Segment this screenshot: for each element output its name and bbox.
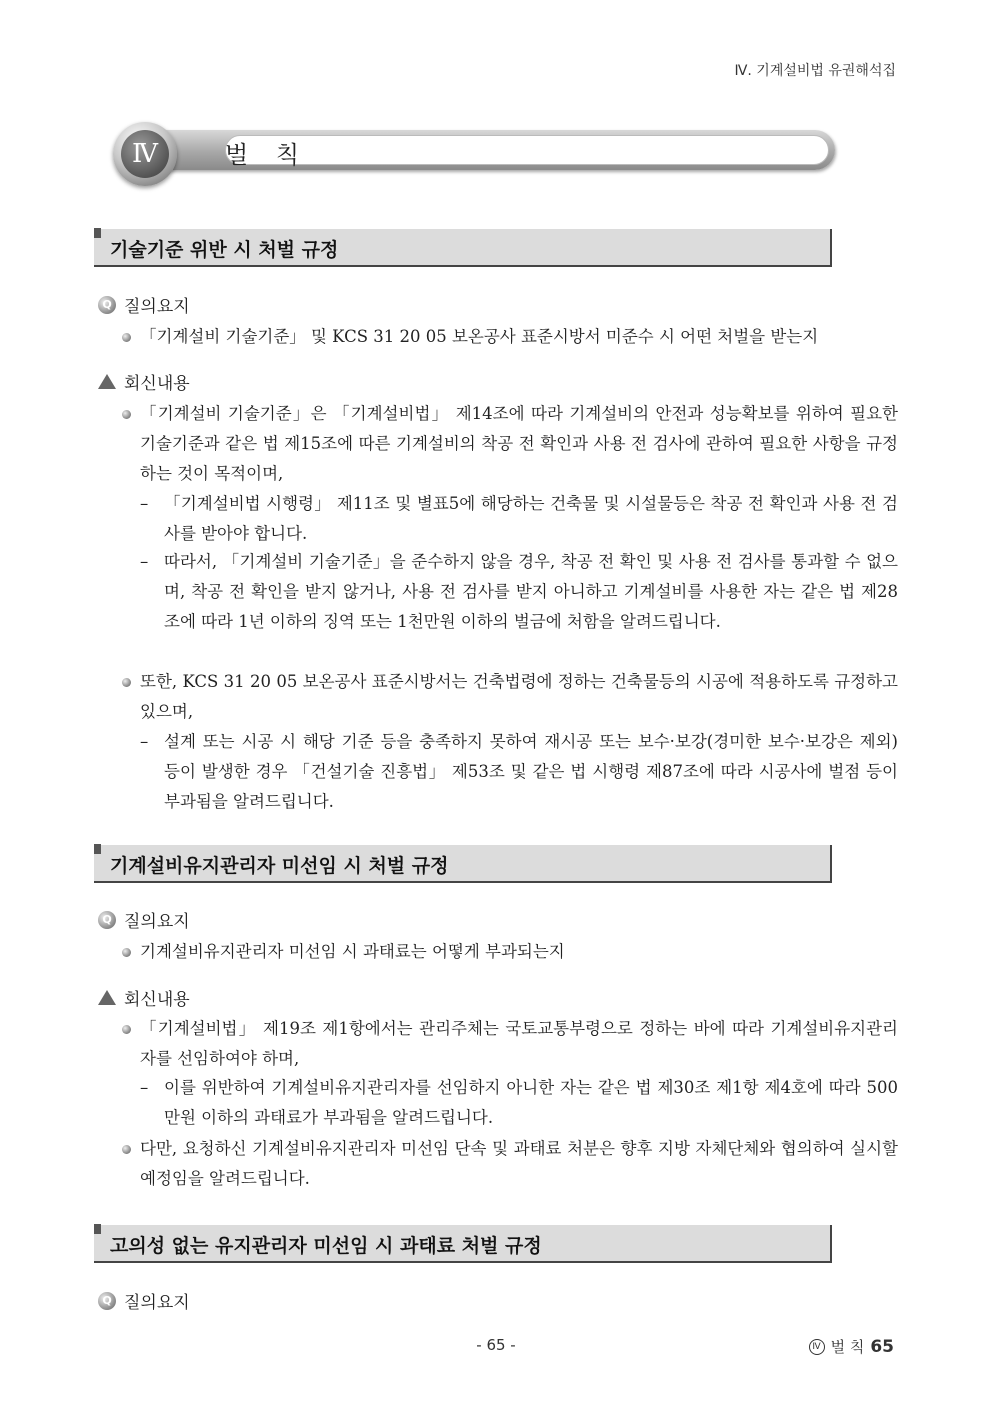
section-heading-text: 기계설비유지관리자 미선임 시 처벌 규정 — [110, 855, 449, 877]
dash-marker: – — [140, 1078, 149, 1097]
question-bullet — [120, 937, 898, 967]
question-label-text: 질의요지 — [124, 297, 190, 317]
answer-text: 다만, 요청하신 기계설비유지관리자 미선임 단속 및 과태료 처분은 향후 지방 자체단체와 협의하여 실시할 예정임을 알려드립니다. — [140, 1139, 898, 1188]
question-text: 「기계설비 기술기준」 및 KCS 31 20 05 보온공사 표준시방서 미준수 시 어떤 처벌을 받는지 — [140, 327, 819, 346]
answer-sub-item — [140, 1073, 898, 1133]
chapter-numeral: Ⅳ — [121, 130, 169, 178]
dash-marker: – — [140, 552, 149, 571]
answer-sub-text: 「기계설비법 시행령」 제11조 및 별표5에 해당하는 건축물 및 시설물등은 착공 전 확인과 사용 전 검사를 받아야 합니다. — [164, 494, 898, 543]
question-label — [98, 292, 190, 317]
round-bullet-icon — [122, 410, 131, 419]
q-bubble-icon: Q — [98, 296, 116, 314]
answer-label-text: 회신내용 — [124, 990, 190, 1010]
question-label-text: 질의요지 — [124, 1293, 190, 1313]
question-bullet — [120, 322, 898, 352]
answer-bullet — [120, 1014, 898, 1074]
answer-bullet — [120, 1134, 898, 1194]
answer-label — [98, 985, 190, 1010]
dash-marker: – — [140, 494, 149, 513]
question-text: 기계설비유지관리자 미선임 시 과태료는 어떻게 부과되는지 — [140, 942, 565, 961]
answer-bullet — [120, 399, 898, 489]
round-bullet-icon — [122, 1025, 131, 1034]
triangle-icon — [98, 990, 116, 1005]
answer-text: 또한, KCS 31 20 05 보온공사 표준시방서는 건축법령에 정하는 건축물등의 시공에 적용하도록 규정하고 있으며, — [140, 672, 898, 721]
question-label — [98, 907, 190, 932]
chapter-badge-icon: Ⅳ — [809, 1339, 825, 1355]
answer-label-text: 회신내용 — [124, 374, 190, 394]
dash-marker: – — [140, 732, 149, 751]
running-head: Ⅳ. 기계설비법 유권해석집 — [734, 63, 896, 79]
section-heading-text: 기술기준 위반 시 처벌 규정 — [110, 239, 339, 261]
footer-chapter-label: 벌 칙 — [830, 1338, 865, 1356]
q-bubble-icon: Q — [98, 1292, 116, 1310]
chapter-bar-inner — [225, 135, 829, 165]
answer-bullet — [120, 667, 898, 727]
footer-page-num: 65 — [870, 1336, 894, 1357]
chapter-numeral-badge — [113, 122, 177, 186]
answer-sub-text: 이를 위반하여 기계설비유지관리자를 선임하지 아니한 자는 같은 법 제30조 제1항 제4호에 따라 500만원 이하의 과태료가 부과됨을 알려드립니다. — [164, 1078, 898, 1127]
answer-text: 「기계설비 기술기준」은 「기계설비법」 제14조에 따라 기계설비의 안전과 성능확보를 위하여 필요한 기술기준과 같은 법 제15조에 따른 기계설비의 착공 전 확인과 사용 전 검사에 관하여 필요한 사항을 규정하는 것이 목적이며, — [140, 404, 898, 483]
answer-text: 「기계설비법」 제19조 제1항에서는 관리주체는 국토교통부령으로 정하는 바에 따라 기계설비유지관리자를 선임하여야 하며, — [140, 1019, 898, 1068]
section-heading — [94, 845, 832, 883]
round-bullet-icon — [122, 678, 131, 687]
chapter-title: 벌 칙 — [225, 141, 309, 169]
question-label-text: 질의요지 — [124, 912, 190, 932]
answer-sub-item — [140, 727, 898, 817]
q-bubble-icon: Q — [98, 911, 116, 929]
footer-chapter-marker — [809, 1336, 894, 1357]
answer-sub-item — [140, 489, 898, 549]
answer-label — [98, 369, 190, 394]
footer-page-number: - 65 - — [476, 1336, 516, 1354]
answer-sub-item — [140, 547, 898, 637]
round-bullet-icon — [122, 948, 131, 957]
answer-sub-text: 설계 또는 시공 시 해당 기준 등을 충족하지 못하여 재시공 또는 보수·보강(경미한 보수·보강은 제외) 등이 발생한 경우 「건설기술 진흥법」 제53조 및 같은 법 시행령 제87조에 따라 시공사에 벌점 등이 부과됨을 알려드립니다. — [164, 732, 898, 811]
section-heading — [94, 1225, 832, 1263]
chapter-banner — [95, 122, 835, 186]
answer-sub-text: 따라서, 「기계설비 기술기준」을 준수하지 않을 경우, 착공 전 확인 및 사용 전 검사를 통과할 수 없으며, 착공 전 확인을 받지 않거나, 사용 전 검사를 받지 아니하고 기계설비를 사용한 자는 같은 법 제28조에 따라 1년 이하의 징역 또는 1천만원 이하의 벌금에 처함을 알려드립니다. — [164, 552, 898, 631]
question-label — [98, 1288, 190, 1313]
section-heading — [94, 229, 832, 267]
round-bullet-icon — [122, 1145, 131, 1154]
section-heading-text: 고의성 없는 유지관리자 미선임 시 과태료 처벌 규정 — [110, 1235, 542, 1257]
round-bullet-icon — [122, 333, 131, 342]
triangle-icon — [98, 374, 116, 389]
